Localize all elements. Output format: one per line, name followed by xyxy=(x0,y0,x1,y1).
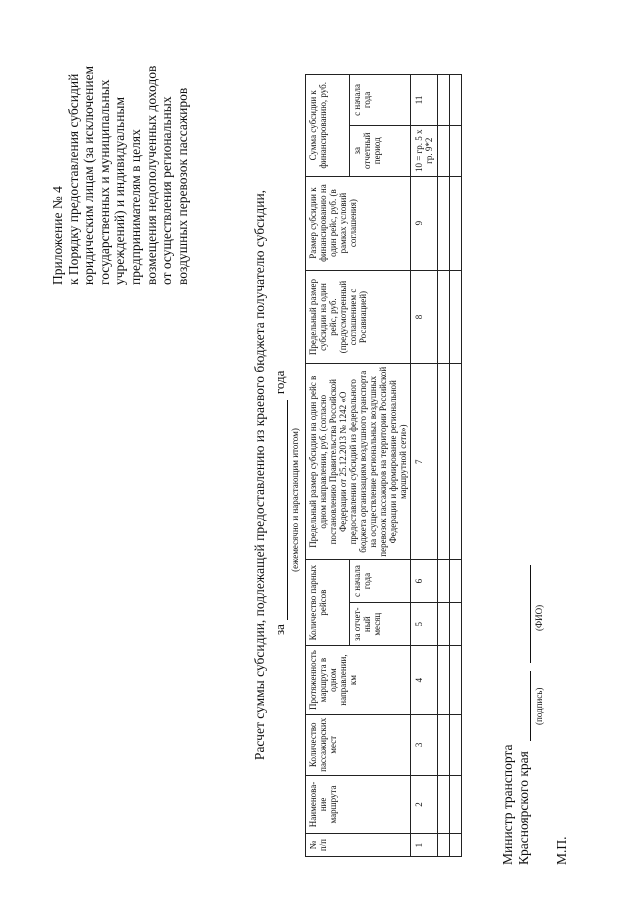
period-suffix: года xyxy=(272,370,287,395)
column-number: 11 xyxy=(411,75,438,126)
column-number: 1 xyxy=(411,834,438,857)
col-amount-per-flight-header: Размер субсидии к финансированию на один рейс, руб. (в рамках условий соглашения) xyxy=(306,176,411,270)
column-number: 2 xyxy=(411,775,438,833)
column-number: 10 = гр. 5 х гр. 9*2 xyxy=(411,125,438,176)
table-cell xyxy=(450,364,462,559)
signature-hint: (подпись) xyxy=(534,687,544,725)
table-cell xyxy=(438,364,450,559)
subsidy-table xyxy=(305,74,462,857)
name-blank xyxy=(530,565,531,663)
table-cell xyxy=(438,603,450,646)
column-number: 9 xyxy=(411,176,438,270)
col-seats-header: Количество пассажирских мест xyxy=(306,714,411,775)
header-row xyxy=(306,75,350,857)
signature-blank xyxy=(530,671,531,741)
signer-position-line2: Красноярского края xyxy=(516,751,531,865)
table-cell xyxy=(450,714,462,775)
table-cell xyxy=(450,75,462,126)
col-total-year-header: с начала года xyxy=(349,75,410,126)
period-prefix: за xyxy=(272,624,287,635)
table-cell xyxy=(450,603,462,646)
document-title: Расчет суммы субсидии, подлежащей предоставлению из краевого бюджета получателю субсидии, xyxy=(252,189,267,761)
col-limit-agreement-header: Предельный размер субсидии на один рейс, руб. (предусмотренный соглашением с Росавиацией) xyxy=(306,270,411,364)
table-cell xyxy=(438,270,450,364)
table-cell xyxy=(450,646,462,715)
table-cell xyxy=(438,714,450,775)
table-cell xyxy=(450,176,462,270)
appendix-line: Приложение № 4 xyxy=(50,186,65,285)
table-cell xyxy=(450,270,462,364)
appendix-line: от осуществления региональных xyxy=(159,96,175,285)
col-length-header: Протяженность маршрута в одном направлении, км xyxy=(306,646,411,715)
appendix-line: воздушных перевозок пассажиров xyxy=(174,87,190,285)
name-hint: (ФИО) xyxy=(534,604,544,631)
column-number: 4 xyxy=(411,646,438,715)
period-hint: (ежемесячно и нарастающим итогом) xyxy=(290,428,300,572)
appendix-line: государственных и муниципальных xyxy=(96,79,112,285)
table-cell xyxy=(438,176,450,270)
column-number: 3 xyxy=(411,714,438,775)
appendix-line: возмещения недополученных доходов xyxy=(143,65,159,285)
table-cell xyxy=(438,775,450,833)
table-cell xyxy=(450,125,462,176)
col-flights-year-header: с начала года xyxy=(349,559,410,602)
period-blank xyxy=(275,400,288,620)
col-flights-month-header: за отчет-ный месяц xyxy=(349,603,410,646)
col-flights-header: Количество парных рейсов xyxy=(306,559,350,645)
column-number: 6 xyxy=(411,559,438,602)
period-line xyxy=(272,371,288,635)
table-row xyxy=(450,75,462,857)
appendix-line: к Порядку предоставления субсидий xyxy=(65,73,81,285)
col-number-header: № п/п xyxy=(306,834,411,857)
signer-position-line1: Министр транспорта xyxy=(500,744,515,865)
table-cell xyxy=(450,559,462,602)
table-cell xyxy=(438,646,450,715)
appendix-line: учреждений) и индивидуальным xyxy=(112,96,128,285)
stamp-placeholder: М.П. xyxy=(554,836,569,865)
table-cell xyxy=(438,75,450,126)
column-number: 7 xyxy=(411,364,438,559)
col-route-header: Наименова-ние маршрута xyxy=(306,775,411,833)
appendix-header xyxy=(50,35,190,285)
table-cell xyxy=(438,125,450,176)
col-limit-federal-header: Предельный размер субсидии на один рейс в одном направлении, руб. (согласно постановлению Правительства Российской Федерации от 25.12.2013 № 1242 «О предоставлении субсидий из федерального бюджета организациям воздушного транспорта на осуществление региональных воздушных перевозок пассажиров на территории Российской Федерации и формирование региональной маршрутной сети») xyxy=(306,364,411,559)
col-total-header: Сумма субсидии к финансированию, руб. xyxy=(306,75,350,177)
column-number-row xyxy=(411,75,438,857)
table-cell xyxy=(450,775,462,833)
column-number: 5 xyxy=(411,603,438,646)
appendix-line: предпринимателям в целях xyxy=(127,129,143,285)
col-total-period-header: за отчетный период xyxy=(349,125,410,176)
column-number: 8 xyxy=(411,270,438,364)
table-cell xyxy=(450,834,462,857)
appendix-line: юридическим лицам (за исключением xyxy=(81,65,97,285)
table-cell xyxy=(438,834,450,857)
table-row xyxy=(438,75,450,857)
table-cell xyxy=(438,559,450,602)
